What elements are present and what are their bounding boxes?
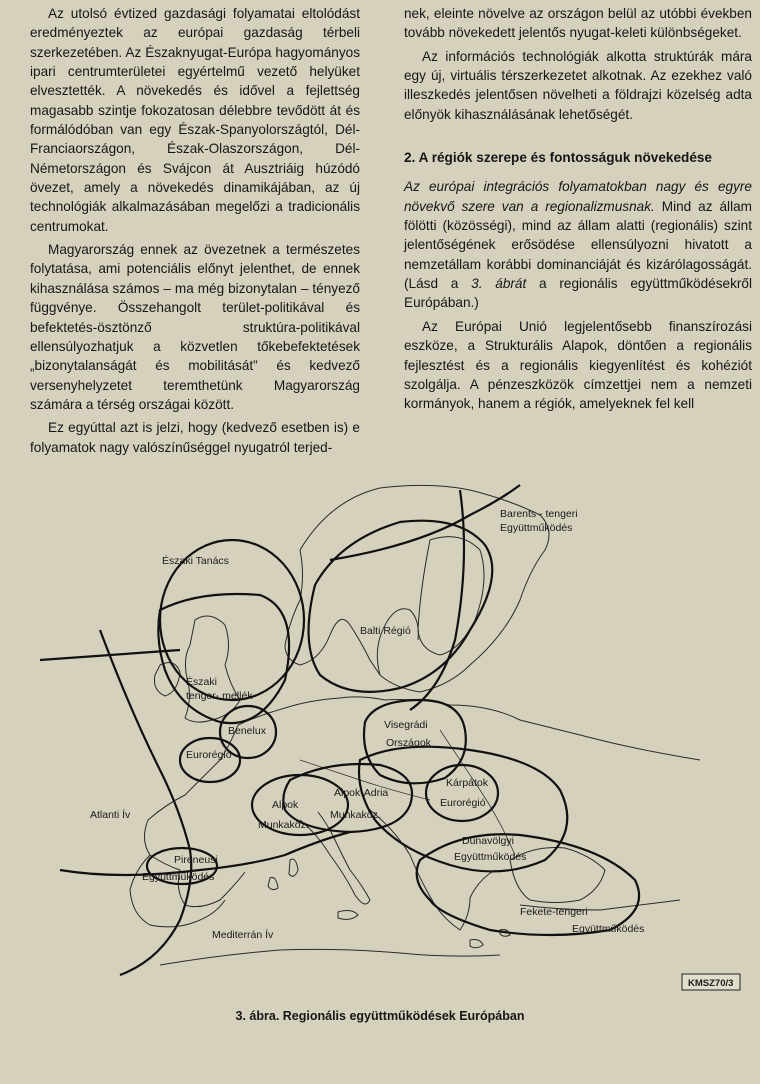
section-heading: 2. A régiók szerepe és fontosságuk növekedése bbox=[404, 150, 712, 166]
label-euroregio: Eurorégió bbox=[186, 749, 232, 761]
label-benelux: Benelux bbox=[228, 725, 266, 737]
regional-cooperation-map bbox=[0, 460, 760, 1000]
figure-code: KMSZ70/3 bbox=[688, 978, 734, 989]
label-karpatok-2: Eurorégió bbox=[440, 797, 486, 809]
label-munkakoz-2: Munkaköz. bbox=[330, 809, 381, 821]
figure-reference: 3. ábrát bbox=[471, 276, 527, 292]
label-barents: Barents - tengeri bbox=[500, 508, 578, 520]
label-barents-2: Együttműködés bbox=[500, 522, 573, 534]
europe-map-figure bbox=[0, 460, 760, 1000]
label-balti: Balti Régió bbox=[360, 625, 411, 637]
label-dunavolgyi-2: Együttműködés bbox=[454, 851, 527, 863]
label-mediterran: Mediterrán Ív bbox=[212, 929, 274, 941]
region-fekete bbox=[417, 834, 639, 935]
label-eszaki-tanacs: Északi Tanács bbox=[162, 555, 229, 567]
paragraph: Magyarország ennek az övezetnek a természetes folytatása, ami potenciális előnyt jelenthet, de ennek kihasználása számos – ma még bizonytalan – tényező függvénye. Összehangolt terület-politikával és befektetés-ösztönző struktúra-politikával ellensúlyozhatjuk a közvetlen tőkebefektetések „bizonytalanságát és mobilitását” és kedvező versenyhelyzetet teremthetünk Magyarország számára a térség országai között. bbox=[30, 242, 360, 412]
figure-caption: 3. ábra. Regionális együttműködések Európában bbox=[235, 1009, 525, 1023]
label-pireneusi: Pireneusi bbox=[174, 854, 218, 866]
intro-paragraph bbox=[404, 177, 752, 312]
label-eszaki-tenger-2: tenger- mellék bbox=[186, 690, 253, 702]
label-fekete-2: Együttműködés bbox=[572, 923, 645, 935]
paragraph: Az információs technológiák alkotta struktúrák mára egy új, virtuális térszerkezetet alkotnak. Az ezekhez való illeszkedés jelentősen növelheti a földrajzi közelség adta előnyök kihasználásának lehetőségét. bbox=[404, 48, 752, 122]
label-dunavolgyi: Dunavölgyi bbox=[462, 835, 514, 847]
left-text-column bbox=[30, 4, 360, 457]
paragraph: Ez egyúttal azt is jelzi, hogy (kedvező esetben is) e folyamatok nagy valószínűséggel nyugatról terjed- bbox=[30, 420, 360, 455]
label-visegradi: Visegrádi bbox=[384, 719, 428, 731]
right-text-column bbox=[404, 4, 752, 414]
label-fekete: Fekete-tengeri bbox=[520, 906, 588, 918]
label-karpatok: Kárpátok bbox=[446, 777, 489, 789]
label-pireneusi-2: Együttműködés bbox=[142, 871, 215, 883]
paragraph: Az Európai Unió legjelentősebb finanszírozási eszköze, a Strukturális Alapok, döntően a regionális fejlesztést és a regionális kiegyenlítést és kohéziót szolgálja. A pénzeszközök címzettjei nem a nemzeti kormányok, hanem a régiók, amelyeknek fel kell bbox=[404, 318, 752, 412]
label-alpok: Alpok bbox=[272, 799, 299, 811]
region-eszaki-tenger bbox=[158, 594, 289, 723]
intro-text: Mind az állam fölötti (közösségi), mind az állam alatti (regionális) szint jelentőségének erősödése ellensúlyozni hivatott a nemzetállam korábbi dominanciáját és kizárólagosságát. (Lásd a bbox=[404, 198, 752, 292]
label-alpok-adria: Alpok-Adria bbox=[334, 787, 389, 799]
cooperation-regions bbox=[40, 485, 639, 975]
intro-italic: Az európai integrációs folyamatokban nagy és egyre növekvő szere van a regionalizmusnak. bbox=[404, 179, 752, 214]
paragraph: Az utolsó évtized gazdasági folyamatai eltolódást eredményeztek az európai gazdaság térbeli szerkezetében. Az Északnyugat-Európa hagyományos ipari centrumterületei egyértelmű vezető helyüket elvesztették. A növekedés és idővel a fejlettség magasabb szintje fokozatosan délebbre tevődött át és formálódóban van egy Észak-Spanyolországtól, Dél-Franciaországon, Észak-Olaszországon, Dél-Németországon és Svájcon át Ausztriáig húzódó övezet, amely a növekedés dinamikájában, az új technológiák alkalmazásában megelőzi a tradicionális centrumokat. bbox=[30, 6, 360, 234]
label-eszaki-tenger: Északi bbox=[186, 676, 217, 688]
region-karpatok bbox=[426, 765, 498, 821]
paragraph: nek, eleinte növelve az országon belül az utóbbi években tovább növekedett jelentős nyugat-keleti különbségeket. bbox=[404, 6, 752, 41]
intro-text: a regionális együttműködésekről Európában.) bbox=[404, 276, 752, 311]
label-atlanti: Atlanti Ív bbox=[90, 809, 131, 821]
label-visegradi-2: Országok bbox=[386, 737, 431, 749]
label-munkakoz-1: Munkaköz. bbox=[258, 819, 309, 831]
